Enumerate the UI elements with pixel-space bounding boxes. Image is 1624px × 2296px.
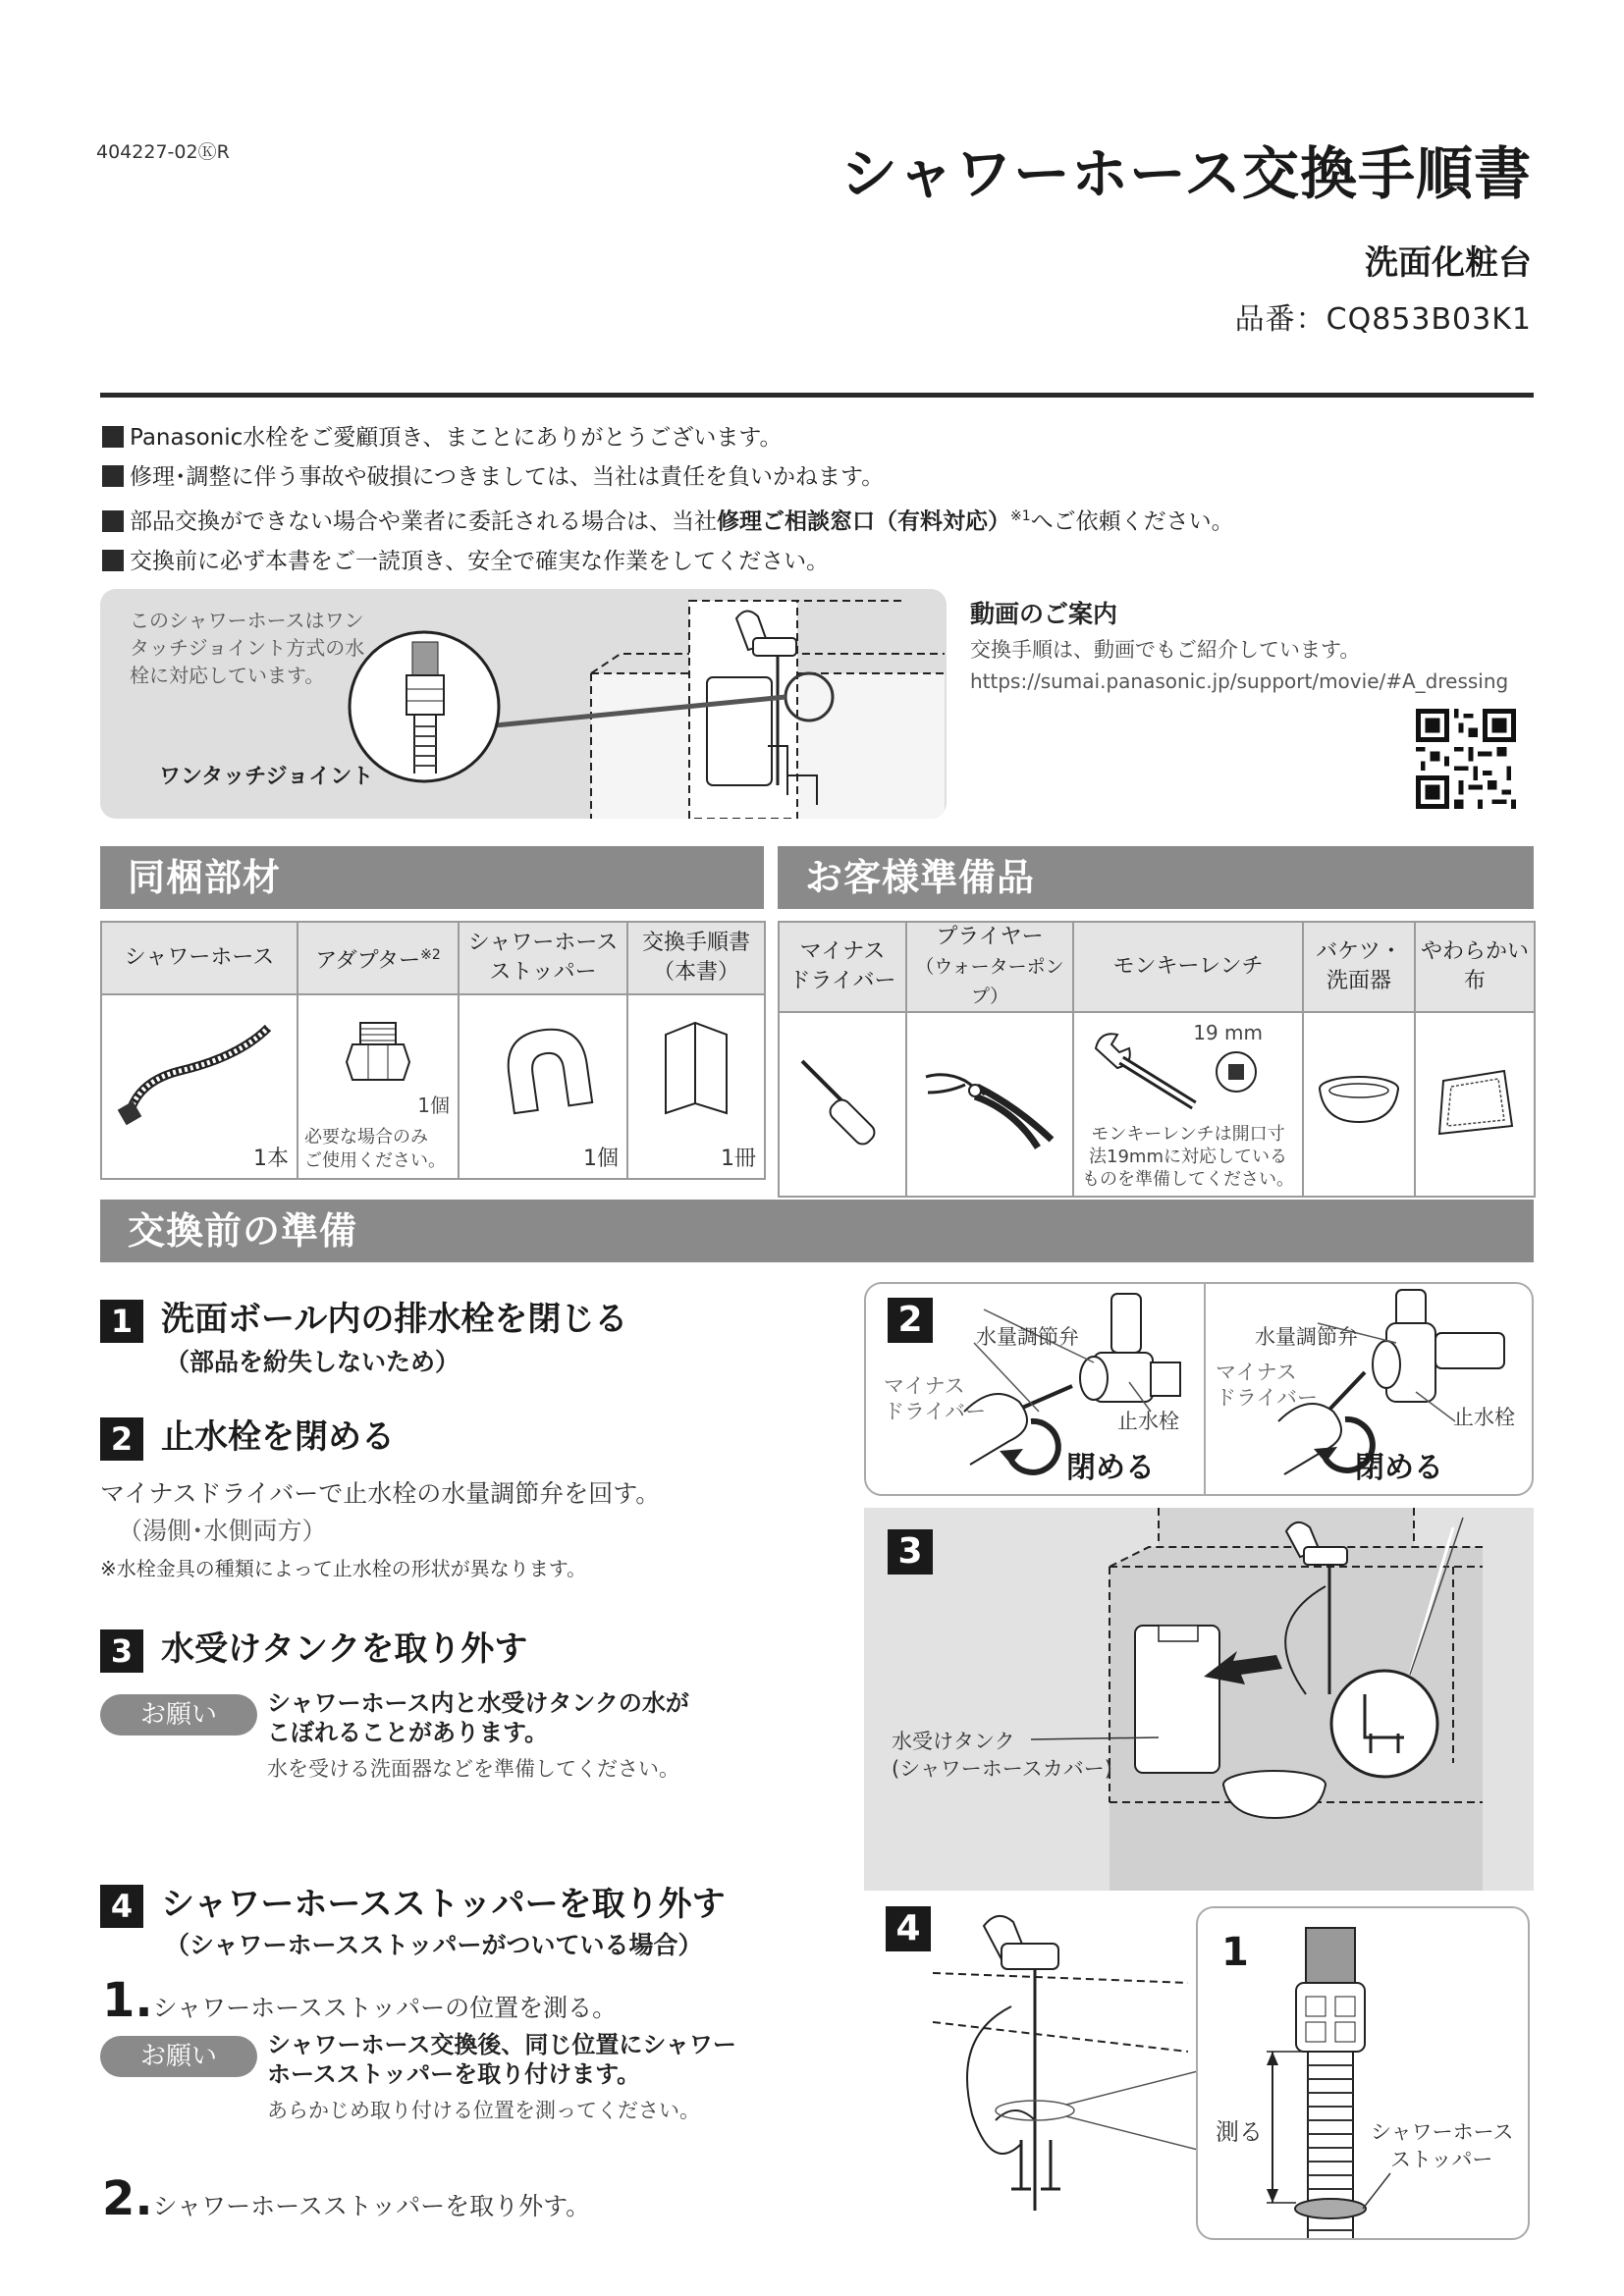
figure-3-panel [864, 1508, 1534, 1891]
figure-4-detail [1196, 1906, 1530, 2240]
notice-item: 部品交換ができない場合や業者に委託される場合は、当社修理ご相談窓口（有料対応）$^{※1}$へご依頼ください。 [102, 497, 1379, 542]
header-rule [100, 393, 1534, 398]
video-title: 動画のご案内 [970, 600, 1118, 628]
wrench-size-icon [1212, 1044, 1261, 1103]
qr-code-icon[interactable] [1416, 709, 1516, 809]
document-title: シャワーホース交換手順書 [840, 140, 1532, 207]
document-subtitle: 洗面化粧台 [1365, 243, 1532, 283]
valve-label: 水量調節弁 [976, 1325, 1079, 1349]
video-url-link[interactable]: https://sumai.panasonic.jp/support/movie/#A_dressing [970, 669, 1509, 693]
step-3-request-1: シャワーホース内と水受けタンクの水が [267, 1689, 689, 1717]
part-number: 品番：CQ853B03K1 [1234, 302, 1532, 337]
driver-label-1: マイナス [1216, 1361, 1297, 1384]
tank-removal-illustration [864, 1508, 1534, 1891]
step-4-substep-1: 1.シャワーホースストッパーの位置を測る。 [102, 1973, 618, 2028]
step-number: 3 [100, 1629, 143, 1673]
col-wrench: モンキーレンチ [1073, 922, 1303, 1012]
cell-hose-stopper: 1個 [459, 994, 627, 1179]
step-4-title: 4 シャワーホースストッパーを取り外す [100, 1877, 726, 1928]
step-2-body: マイナスドライバーで止水栓の水量調節弁を回す。 [100, 1479, 661, 1508]
notice-item: 交換前に必ず本書をご一読頂き、安全で確実な作業をしてください。 [102, 542, 1379, 581]
step-number: 1 [100, 1300, 143, 1343]
intro-text: このシャワーホースはワン タッチジョイント方式の水 栓に対応しています。 [130, 609, 365, 687]
section-heading-customer: お客様準備品 [778, 846, 1534, 909]
cell-bucket [1303, 1012, 1415, 1197]
col-bucket: バケツ・ 洗面器 [1303, 922, 1415, 1012]
cloth-icon [1426, 1057, 1524, 1146]
tank-label-1: 水受けタンク [892, 1730, 1015, 1753]
shower-hose-icon [111, 1020, 288, 1128]
step-2-note: ※水栓金具の種類によって止水栓の形状が異なります。 [100, 1557, 587, 1580]
stop-valve-label: 止水栓 [1117, 1410, 1179, 1433]
notice-list [102, 418, 1379, 581]
step-4-request-2: ホースストッパーを取り付けます。 [267, 2060, 641, 2088]
driver-label-2: ドライバー [1216, 1386, 1318, 1410]
pliers-icon [916, 1047, 1063, 1155]
hose-stopper-icon [489, 1020, 597, 1118]
close-label: 閉める [1355, 1451, 1443, 1485]
adapter-icon [339, 1015, 417, 1094]
cell-adapter: 1個 必要な場合のみ ご使用ください。 [298, 994, 459, 1179]
request-badge: お願い [100, 2036, 257, 2077]
step-4-request-3: あらかじめ取り付ける位置を測ってください。 [267, 2099, 700, 2122]
cell-plier [906, 1012, 1073, 1197]
figure-2-panel [864, 1282, 1534, 1496]
stopper-label-1: シャワーホース [1371, 2120, 1514, 2144]
stop-valve-label: 止水栓 [1453, 1406, 1515, 1429]
basin-icon [1312, 1067, 1406, 1136]
detail-number: 1 [1221, 1930, 1249, 1975]
included-parts-table [100, 921, 766, 1180]
step-4-substep-2: 2.シャワーホースストッパーを取り外す。 [102, 2171, 591, 2226]
col-plier: プライヤー （ウォーターポンプ） [906, 922, 1073, 1012]
cell-shower-hose: 1本 [101, 994, 298, 1179]
figure-number: 2 [888, 1298, 933, 1343]
driver-label-2: ドライバー [884, 1400, 986, 1423]
video-text: 交換手順は、動画でもご紹介しています。 [970, 638, 1361, 662]
manual-booklet-icon [652, 1015, 740, 1123]
section-heading-prep: 交換前の準備 [100, 1200, 1534, 1262]
request-badge: お願い [100, 1694, 257, 1735]
step-number: 4 [100, 1885, 143, 1928]
figure-number: 3 [888, 1529, 933, 1575]
driver-label-1: マイナス [884, 1374, 965, 1398]
notice-item: 修理･調整に伴う事故や破損につきましては、当社は責任を負いかねます。 [102, 457, 1379, 497]
bullet-square-icon [102, 465, 124, 487]
figure-4-panel [864, 1904, 1534, 2244]
col-cloth: やわらかい 布 [1415, 922, 1535, 1012]
step-3-title: 3 水受けタンクを取り外す [100, 1622, 527, 1673]
step-3-request-3: 水を受ける洗面器などを準備してください。 [267, 1757, 679, 1781]
step-1-subtitle: （部品を紛失しないため） [165, 1348, 460, 1376]
step-2-title: 2 止水栓を閉める [100, 1410, 395, 1461]
one-touch-joint-label: ワンタッチジョイント [159, 765, 374, 789]
step-4-request-1: シャワーホース交換後、同じ位置にシャワー [267, 2031, 736, 2058]
customer-items-table [778, 921, 1536, 1198]
col-adapter: アダプター$^{※2}$ [298, 922, 459, 994]
section-heading-included: 同梱部材 [100, 846, 764, 909]
measure-label: 測る [1216, 2118, 1263, 2146]
figure-number: 4 [886, 1906, 931, 1951]
cell-cloth [1415, 1012, 1535, 1197]
cell-driver [779, 1012, 906, 1197]
step-1-title: 1 洗面ボール内の排水栓を閉じる [100, 1292, 627, 1343]
step-4-subtitle: （シャワーホースストッパーがついている場合） [165, 1931, 703, 1959]
col-shower-hose: シャワーホース [101, 922, 298, 994]
close-label: 閉める [1066, 1451, 1155, 1485]
stopper-overview-illustration [864, 1904, 1198, 2244]
step-number: 2 [100, 1417, 143, 1461]
col-driver: マイナス ドライバー [779, 922, 906, 1012]
bullet-square-icon [102, 510, 124, 532]
screwdriver-icon [788, 1047, 896, 1155]
cell-wrench: 19 mm モンキーレンチは開口寸 法19mmに対応している ものを準備してください。 [1073, 1012, 1303, 1197]
cell-manual: 1冊 [627, 994, 765, 1179]
tank-label-2: (シャワーホースカバー) [892, 1757, 1112, 1781]
notice-item: Panasonic水栓をご愛顧頂き、まことにありがとうございます。 [102, 418, 1379, 457]
bullet-square-icon [102, 550, 124, 571]
step-2-body-2: （湯側･水側両方） [118, 1517, 327, 1545]
stopper-label-2: ストッパー [1390, 2148, 1493, 2171]
col-hose-stopper: シャワーホース ストッパー [459, 922, 627, 994]
document-code: 404227-02ⓀR [96, 141, 230, 163]
bullet-square-icon [102, 426, 124, 448]
col-manual: 交換手順書 （本書） [627, 922, 765, 994]
step-3-request-2: こぼれることがあります。 [267, 1719, 549, 1746]
valve-label: 水量調節弁 [1255, 1325, 1358, 1349]
